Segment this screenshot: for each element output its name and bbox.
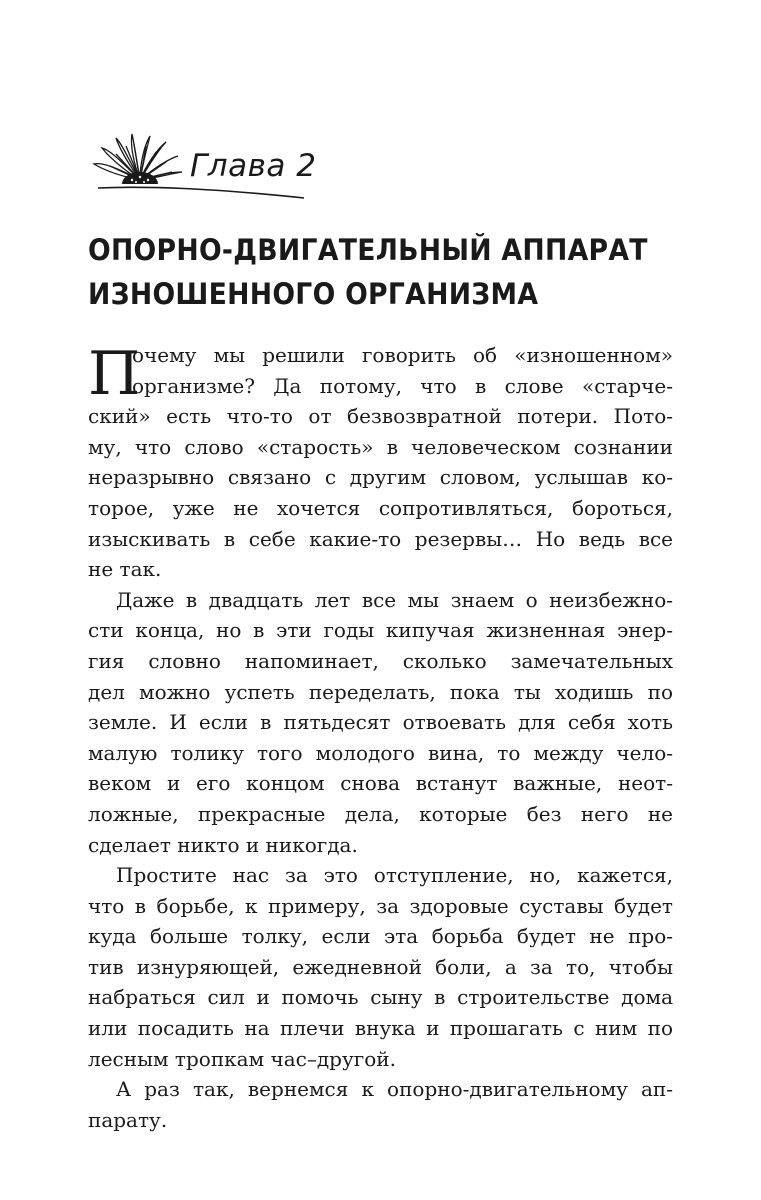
text-line: изыскивать в себе какие-то резервы… Но ведь все — [88, 526, 673, 551]
text-line: малую толику того молодого вина, то между чело- — [88, 740, 673, 765]
text-line: А раз так, вернемся к опорно-двигательному ап- — [116, 1077, 673, 1102]
text-line: му, что слово «старость» в человеческом сознании — [88, 434, 673, 459]
chapter-title-line: ОПОРНО-ДВИГАТЕЛЬНЫЙ АППАРАТ — [88, 233, 648, 267]
paragraph-3 — [88, 860, 673, 1074]
text-line: сти конца, но в эти годы кипучая жизненная энер- — [88, 618, 673, 643]
text-line: торое, уже не хочется сопротивляться, бороться, — [88, 495, 673, 520]
text-line: гия словно напоминает, сколько замечательных — [88, 648, 673, 673]
text-line: ский» есть что-то от безвозвратной потери. Пото- — [88, 404, 673, 429]
text-line: набраться сил и помочь сыну в строительстве дома — [88, 985, 673, 1010]
text-line: ложные, прекрасные дела, которые без него не — [88, 801, 673, 826]
text-line: земле. И если в пятьдесят отвоевать для себя хоть — [88, 710, 673, 735]
paragraph-4 — [88, 1074, 673, 1135]
paragraph-1 — [88, 340, 673, 585]
chapter-body — [88, 340, 673, 1135]
text-line: не так. — [88, 557, 162, 582]
text-line: лесным тропкам час–другой. — [88, 1046, 396, 1071]
text-line: парату. — [88, 1107, 168, 1132]
text-line: Даже в двадцать лет все мы знаем о неизбежно- — [116, 587, 673, 612]
text-line: Простите нас за это отступление, но, кажется, — [116, 863, 673, 888]
text-line: организме? Да потому, что в слове «старче- — [132, 373, 673, 398]
text-line: или посадить на плечи внука и прошагать с ним по — [88, 1016, 673, 1041]
text-line: очему мы решили говорить об «изношенном» — [132, 343, 673, 367]
text-line: веком и его концом снова встанут важные, неот- — [88, 771, 673, 796]
chapter-label: Глава 2 — [190, 148, 317, 184]
text-line: куда больше толку, если эта борьба будет не про- — [88, 924, 673, 949]
text-line: дел можно успеть переделать, пока ты ходишь по — [88, 679, 673, 704]
text-line: что в борьбе, к примеру, за здоровые суставы будет — [88, 893, 673, 918]
text-line: сделает никто и никогда. — [88, 832, 358, 857]
chapter-title — [88, 228, 648, 316]
chapter-title-line: ИЗНОШЕННОГО ОРГАНИЗМА — [88, 277, 539, 311]
text-line: неразрывно связано с другим словом, услышав ко- — [88, 465, 673, 490]
text-line: тив изнуряющей, ежедневной боли, а за то, чтобы — [88, 954, 673, 979]
paragraph-2 — [88, 585, 673, 860]
drop-cap: П — [88, 339, 141, 409]
